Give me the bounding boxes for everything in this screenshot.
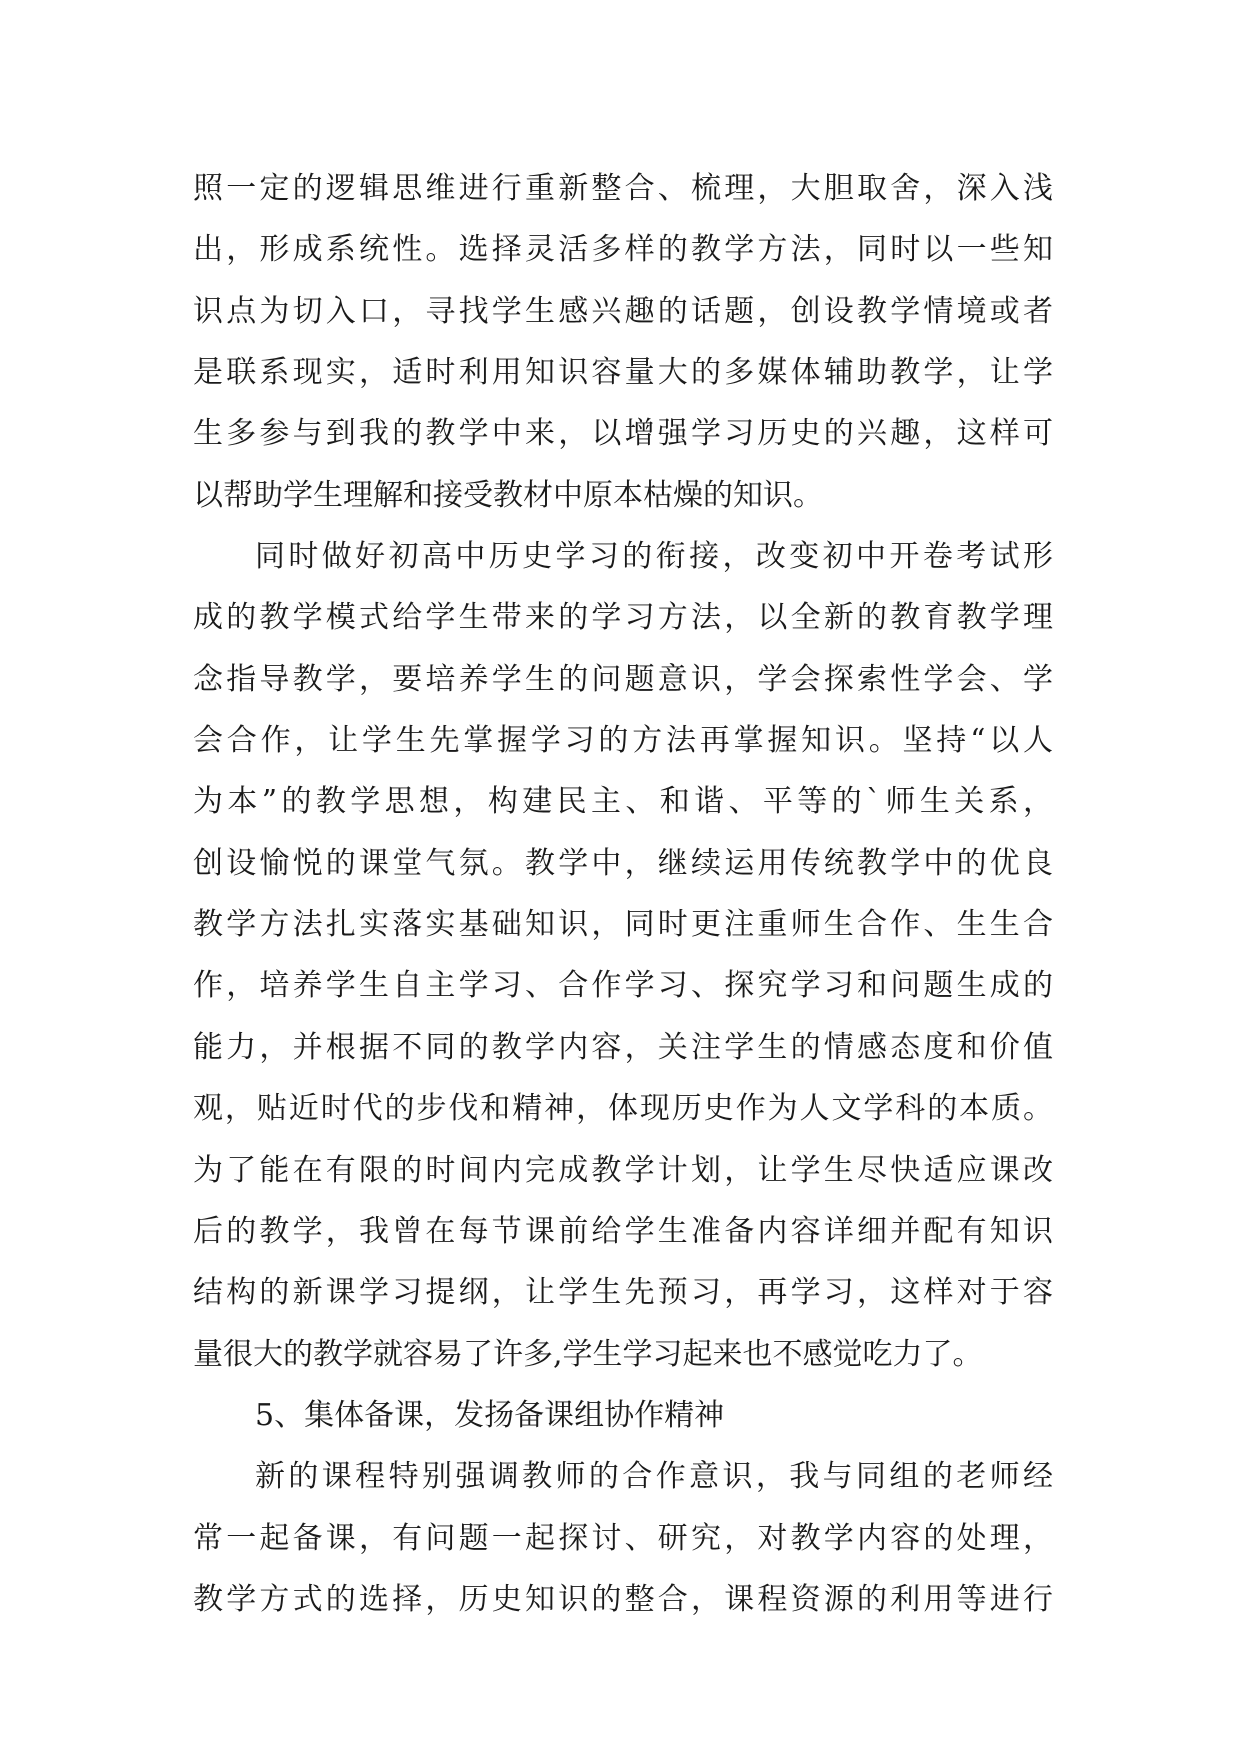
text-line: 创设愉悦的课堂气氛。教学中，继续运用传统教学中的优良 [193, 845, 1053, 881]
text-line: 照一定的逻辑思维进行重新整合、梳理，大胆取舍，深入浅 [193, 171, 1053, 206]
text-line: 教学方法扎实落实基础知识，同时更注重师生合作、生生合 [193, 907, 1053, 943]
text-line: 是联系现实，适时利用知识容量大的多媒体辅助教学，让学 [193, 355, 1053, 391]
text-line: 生多参与到我的教学中来，以增强学习历史的兴趣，这样可 [193, 416, 1053, 452]
text-line: 观，贴近时代的步伐和精神，体现历史作为人文学科的本质。 [193, 1091, 1053, 1127]
text-line: 5、集体备课，发扬备课组协作精神 [255, 1397, 725, 1433]
text-line: 教学方式的选择，历史知识的整合，课程资源的利用等进行 [193, 1581, 1053, 1617]
text-line: 会合作，让学生先掌握学习的方法再掌握知识。坚持“以人 [193, 723, 1053, 759]
text-line: 出，形成系统性。选择灵活多样的教学方法，同时以一些知 [193, 232, 1053, 268]
text-line: 识点为切入口，寻找学生感兴趣的话题，创设教学情境或者 [193, 293, 1053, 329]
text-line: 同时做好初高中历史学习的衔接，改变初中开卷考试形 [255, 539, 1053, 575]
text-line: 量很大的教学就容易了许多,学生学习起来也不感觉吃力了。 [193, 1336, 983, 1372]
text-line: 为本”的教学思想，构建民主、和谐、平等的`师生关系， [193, 784, 1053, 820]
body-text [193, 158, 1053, 1630]
text-line: 结构的新课学习提纲，让学生先预习，再学习，这样对于容 [193, 1275, 1053, 1311]
text-line: 以帮助学生理解和接受教材中原本枯燥的知识。 [193, 477, 823, 513]
text-line: 常一起备课，有问题一起探讨、研究，对教学内容的处理， [193, 1520, 1053, 1556]
text-line: 作，培养学生自主学习、合作学习、探究学习和问题生成的 [193, 968, 1053, 1004]
text-line: 后的教学，我曾在每节课前给学生准备内容详细并配有知识 [193, 1213, 1053, 1249]
text-line: 为了能在有限的时间内完成教学计划，让学生尽快适应课改 [193, 1152, 1053, 1188]
text-line: 能力，并根据不同的教学内容，关注学生的情感态度和价值 [193, 1029, 1053, 1065]
text-line: 新的课程特别强调教师的合作意识，我与同组的老师经 [255, 1459, 1053, 1495]
text-line: 念指导教学，要培养学生的问题意识，学会探索性学会、学 [193, 661, 1053, 697]
text-line: 成的教学模式给学生带来的学习方法，以全新的教育教学理 [193, 600, 1053, 636]
